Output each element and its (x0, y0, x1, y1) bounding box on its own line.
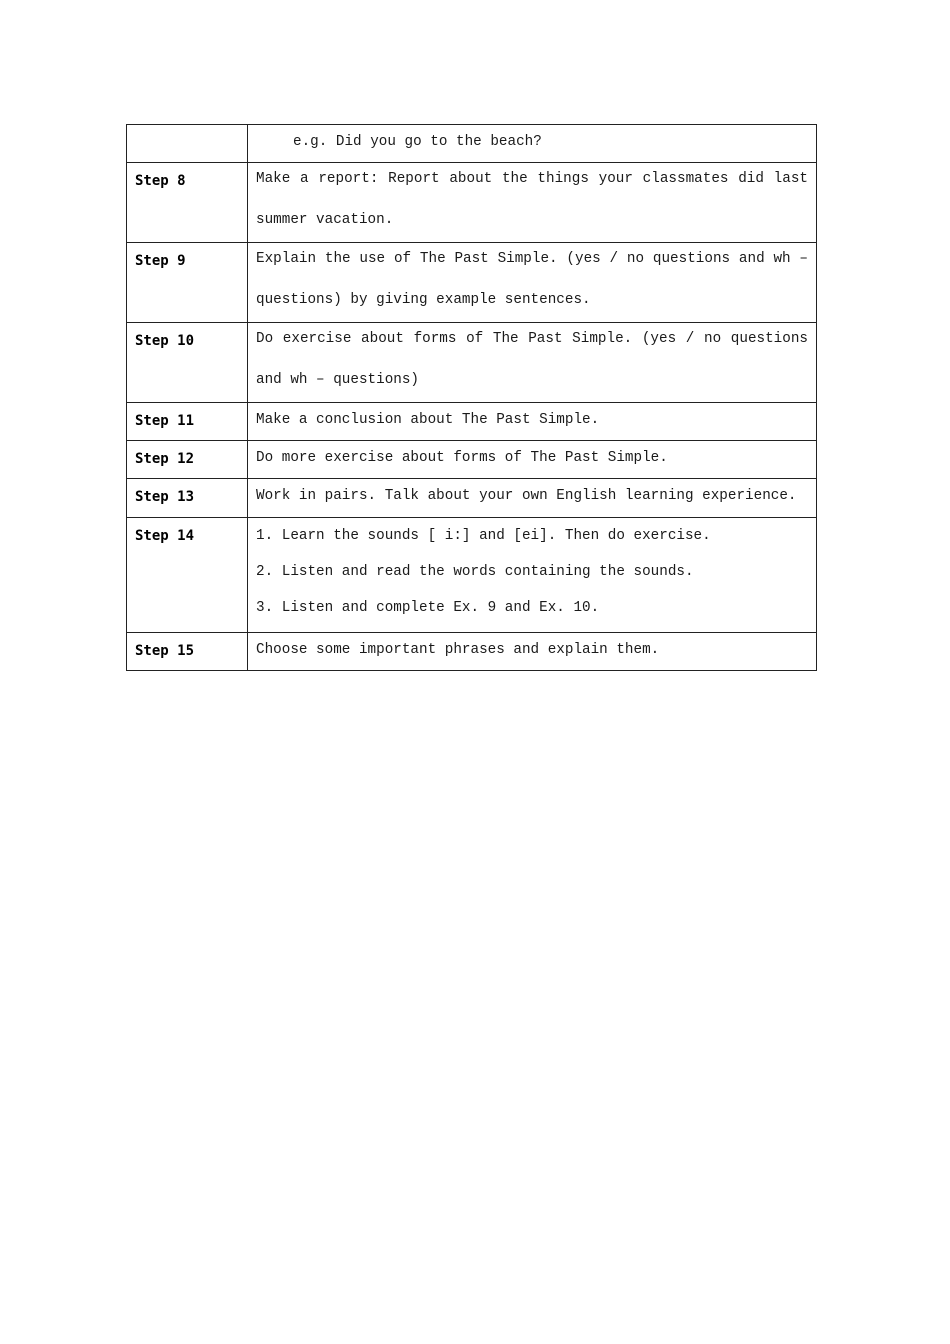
step-label: Step 13 (127, 479, 248, 518)
list-item: 3. Listen and complete Ex. 9 and Ex. 10. (256, 600, 600, 616)
table-row (127, 633, 817, 671)
table-row (127, 163, 817, 243)
step-content (248, 633, 817, 671)
step-label: Step 11 (127, 403, 248, 441)
table-row (127, 479, 817, 518)
table-row (127, 323, 817, 403)
step-content (248, 479, 817, 518)
step-content (248, 163, 817, 243)
lesson-steps-table (126, 124, 817, 671)
step-label: Step 15 (127, 633, 248, 671)
step-text: Do more exercise about forms of The Past Simple. (256, 450, 668, 466)
table-row (127, 125, 817, 163)
step-text: Work in pairs. Talk about your own English learning experience. (256, 488, 797, 504)
table-row (127, 518, 817, 633)
step-label: Step 12 (127, 441, 248, 479)
step-content (248, 243, 817, 323)
list-item: 2. Listen and read the words containing the sounds. (256, 564, 694, 580)
step-label: Step 14 (127, 518, 248, 633)
step-text: Explain the use of The Past Simple. (yes / no questions and wh – questions) by giving example sentences. (256, 251, 808, 308)
step-text: Choose some important phrases and explain them. (256, 642, 660, 658)
list-item: 1. Learn the sounds [ i:] and [ei]. Then do exercise. (256, 528, 711, 544)
step-label: Step 8 (127, 163, 248, 243)
step-item-list (256, 518, 808, 632)
example-text: e.g. Did you go to the beach? (293, 134, 542, 150)
step-content (248, 323, 817, 403)
step-content (248, 441, 817, 479)
table-row (127, 243, 817, 323)
step-label: Step 10 (127, 323, 248, 403)
table-row (127, 441, 817, 479)
step-content (248, 518, 817, 633)
step-label (127, 125, 248, 163)
step-text: Do exercise about forms of The Past Simple. (yes / no questions and wh – questions) (256, 331, 808, 388)
table-row (127, 403, 817, 441)
step-text: Make a conclusion about The Past Simple. (256, 412, 600, 428)
step-text: Make a report: Report about the things your classmates did last summer vacation. (256, 171, 808, 228)
step-label: Step 9 (127, 243, 248, 323)
step-content (248, 125, 817, 163)
step-content (248, 403, 817, 441)
